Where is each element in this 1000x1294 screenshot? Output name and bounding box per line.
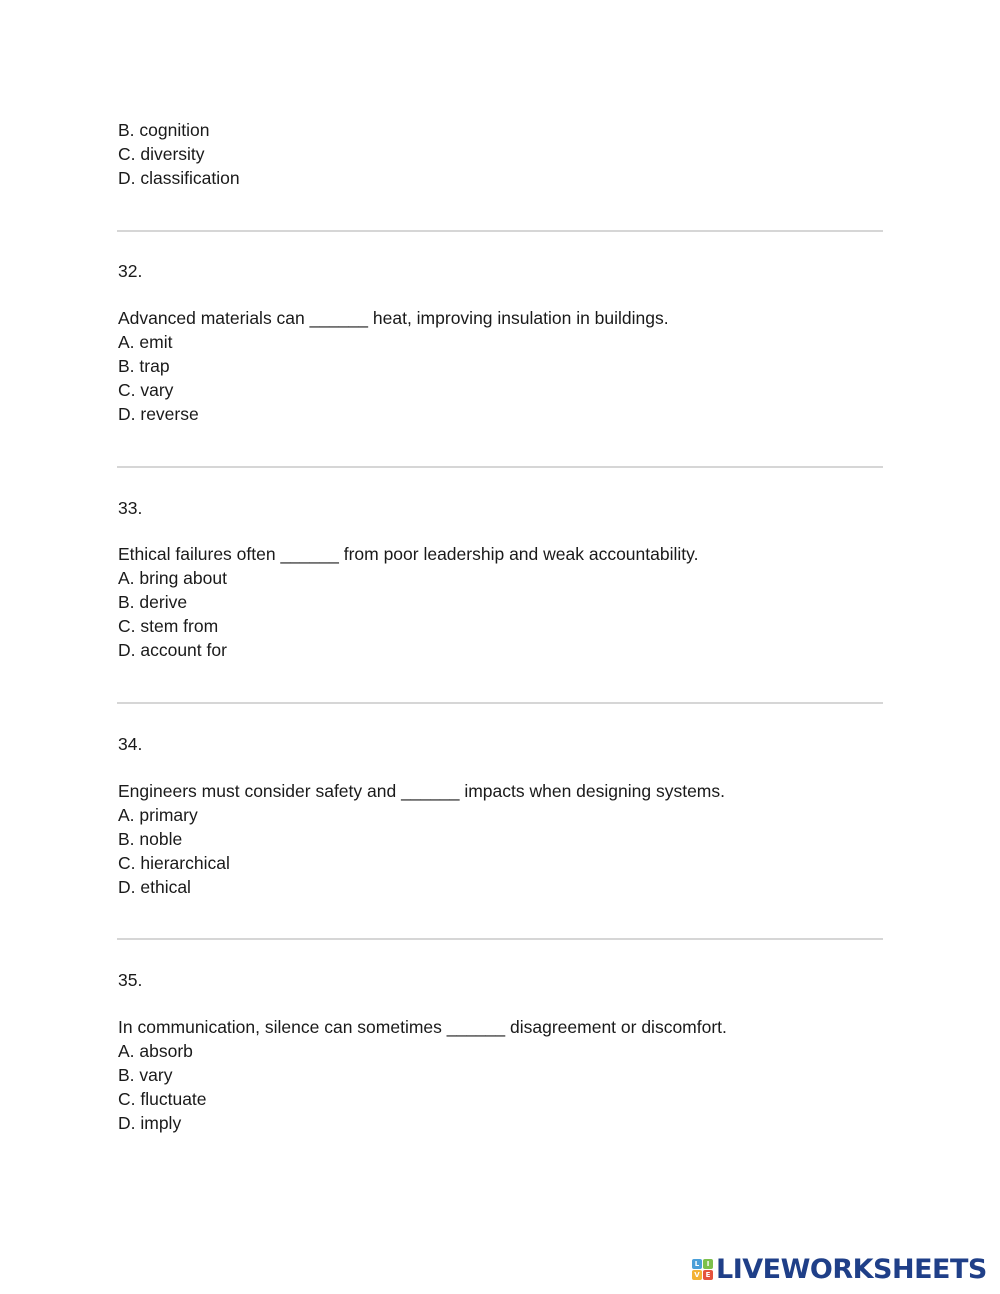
logo-mark-tile: L	[692, 1259, 702, 1269]
logo-mark-icon	[692, 1259, 713, 1280]
option-text: C. stem from	[118, 616, 219, 636]
option-text: B. trap	[118, 356, 170, 376]
option-text: A. bring about	[118, 568, 227, 588]
question-stem: Advanced materials can ______ heat, improving insulation in buildings.	[118, 308, 669, 328]
option-text: C. vary	[118, 380, 174, 400]
option-text: D. imply	[118, 1113, 182, 1133]
divider	[117, 466, 883, 468]
liveworksheets-logo[interactable]	[692, 1252, 987, 1286]
question-stem: Ethical failures often ______ from poor leadership and weak accountability.	[118, 544, 699, 564]
option-text: C. diversity	[118, 144, 205, 164]
question-stem: Engineers must consider safety and ______ impacts when designing systems.	[118, 781, 725, 801]
option-text: A. emit	[118, 332, 173, 352]
option-text: A. absorb	[118, 1041, 193, 1061]
logo-text: LIVEWORKSHEETS	[716, 1253, 987, 1285]
option-text: D. classification	[118, 168, 240, 188]
logo-mark-tile: E	[703, 1270, 713, 1280]
question-number: 32.	[118, 261, 143, 281]
question-number: 35.	[118, 970, 143, 990]
logo-mark-tile: V	[692, 1270, 702, 1280]
option-text: D. ethical	[118, 877, 191, 897]
option-text: B. noble	[118, 829, 183, 849]
option-text: C. fluctuate	[118, 1089, 207, 1109]
question-number: 33.	[118, 498, 143, 518]
option-text: D. account for	[118, 640, 227, 660]
option-text: B. derive	[118, 592, 188, 612]
divider	[117, 230, 883, 232]
option-text: B. cognition	[118, 120, 210, 140]
question-number: 34.	[118, 734, 143, 754]
logo-mark-tile: I	[703, 1259, 713, 1269]
option-text: A. primary	[118, 805, 198, 825]
option-text: C. hierarchical	[118, 853, 230, 873]
divider	[117, 938, 883, 940]
question-stem: In communication, silence can sometimes ______ disagreement or discomfort.	[118, 1017, 727, 1037]
option-text: D. reverse	[118, 404, 199, 424]
option-text: B. vary	[118, 1065, 173, 1085]
divider	[117, 702, 883, 704]
